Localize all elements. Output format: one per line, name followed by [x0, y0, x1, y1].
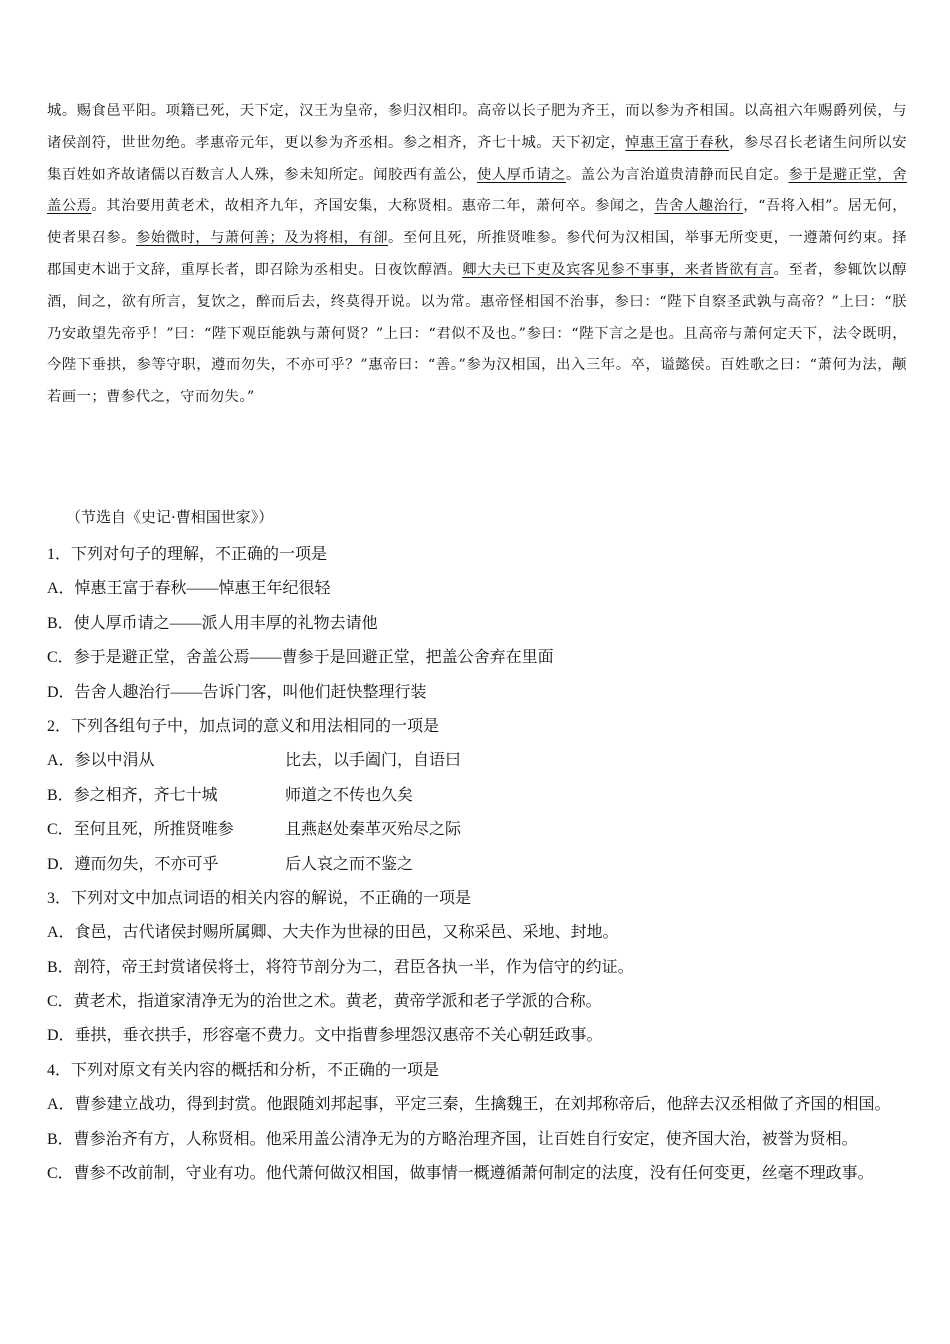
- question-4-option-c: C．曹参不改前制，守业有功。他代萧何做汉相国，做事情一概遵循萧何制定的法度，没有任何变更，丝毫不理政事。: [47, 1165, 874, 1183]
- passage-text: 。其治要用黄老术，故相齐九年，齐国安集，大称贤相。惠帝二年，萧何卒。参闻之，: [91, 198, 655, 215]
- underlined-sentence-1: 悼惠王富于春秋: [625, 134, 730, 151]
- passage-paragraph: [47, 96, 907, 414]
- underlined-sentence-2: 使人厚币请之: [477, 166, 566, 183]
- question-1-option-c: C．参于是避正堂，舍盖公焉——曹参于是回避正堂，把盖公舍弃在里面: [47, 649, 554, 667]
- question-3-stem: 3．下列对文中加点词语的相关内容的解说，不正确的一项是: [47, 889, 472, 907]
- classical-passage: [47, 96, 907, 414]
- question-1-option-b: B．使人厚币请之——派人用丰厚的礼物去请他: [47, 614, 378, 632]
- question-3-option-c: C．黄老术，指道家清净无为的治世之术。黄老，黄帝学派和老子学派的合称。: [47, 993, 602, 1011]
- question-1-option-d: D．告舍人趣治行——告诉门客，叫他们赶快整理行装: [47, 683, 427, 701]
- passage-text: 。至者，参辄饮以醇酒，间之，欲有所言，复饮之，醉而后去，终莫得开说。以为常。惠帝怪相国不治事，参曰：“陛下自察圣武孰与高帝？”上曰：“朕乃安敢望先帝乎！”曰：“陛下观臣能孰与萧何贤？”上曰：“君似不及也。”参曰：“陛下言之是也。且高帝与萧何定天下，法令既明，今陛下垂拱，参等守职，遵而勿失，不亦可乎？”惠帝曰：“善。”参为汉相国，出入三年。卒，谥懿侯。百姓歌之曰：“萧何为法，颟若画一；曹参代之，守而勿失。”: [47, 261, 907, 406]
- question-4-option-a: A．曹参建立战功，得到封赏。他跟随刘邦起事，平定三秦，生擒魏王，在刘邦称帝后，他辞去汉丞相做了齐国的相国。: [47, 1096, 891, 1114]
- underlined-sentence-3: 参于是避正堂，舍盖公焉: [47, 166, 907, 215]
- option-left: A．参以中涓从: [47, 752, 155, 770]
- question-4-option-b: B．曹参治齐有方，人称贤相。他采用盖公清净无为的方略治理齐国，让百姓自行安定，使齐国大治，被誉为贤相。: [47, 1130, 858, 1148]
- question-3-option-a: A．食邑，古代诸侯封赐所属卿、大夫作为世禄的田邑，又称采邑、采地、封地。: [47, 924, 619, 942]
- option-left: D．遵而勿失，不亦可乎: [47, 855, 219, 873]
- question-2-option-d: [47, 848, 909, 882]
- passage-text: ，“吾将入相”。居无何，使者果召参。: [47, 198, 908, 247]
- question-2-option-b: [47, 779, 909, 813]
- questions: [47, 538, 909, 1191]
- option-right: 比去，以手阖门，自语曰: [285, 752, 462, 770]
- passage-text: 。盖公为言治道贵清静而民自定。: [565, 166, 789, 183]
- option-left: C．至何且死，所推贤唯参: [47, 821, 234, 839]
- underlined-sentence-4: 告舍人趣治行: [654, 198, 744, 215]
- question-1-stem: 1．下列对句子的理解，不正确的一项是: [47, 546, 328, 563]
- passage-text: 城。赐食邑平阳。项籍已死，天下定，汉王为皇帝，参归汉相印。高帝以长子肥为齐王，而以参为齐相国。以高祖六年赐爵列侯，与诸侯剖符，世世勿绝。孝惠帝元年，更以参为齐丞相。参之相齐，齐七十城。天下初定，: [47, 103, 907, 151]
- question-2-option-c: [47, 813, 909, 847]
- underlined-sentence-5: 参始微时，与萧何善；及为将相，有卻: [135, 230, 389, 247]
- question-3-option-b: B．剖符，帝王封赏诸侯将士，将符节剖分为二，君臣各执一半，作为信守的约证。: [47, 958, 634, 976]
- passage-text: 。至何且死，所推贤唯参。参代何为汉相国，举事无所变更，一遵萧何约束。择郡国吏木诎于文辞，重厚长者，即召除为丞相史。日夜饮醇酒。: [47, 230, 907, 278]
- passage-text: ，参尽召长老诸生问所以安集百姓如齐故诸儒以百数言人人殊，参未知所定。闻胶西有盖公，: [47, 134, 907, 183]
- question-3-option-d: D．垂拱，垂衣拱手，形容毫不费力。文中指曹参埋怨汉惠帝不关心朝廷政事。: [47, 1027, 603, 1045]
- option-right: 且燕赵处秦革灭殆尽之际: [285, 821, 462, 839]
- question-4-stem: 4．下列对原文有关内容的概括和分析，不正确的一项是: [47, 1061, 440, 1079]
- underlined-sentence-6: 卿大夫已下吏及宾客见参不事事，来者皆欲有言: [462, 261, 774, 278]
- option-right: 师道之不传也久矣: [285, 786, 414, 804]
- question-2-stem: 2．下列各组句子中，加点词的意义和用法相同的一项是: [47, 717, 440, 735]
- passage-source: （节选自《史记·曹相国世家》）: [66, 508, 274, 526]
- question-1-option-a: A．悼惠王富于春秋——悼惠王年纪很轻: [47, 580, 331, 598]
- option-left: B．参之相齐，齐七十城: [47, 786, 218, 804]
- option-right: 后人哀之而不鉴之: [285, 855, 414, 873]
- question-2-option-a: [47, 744, 909, 778]
